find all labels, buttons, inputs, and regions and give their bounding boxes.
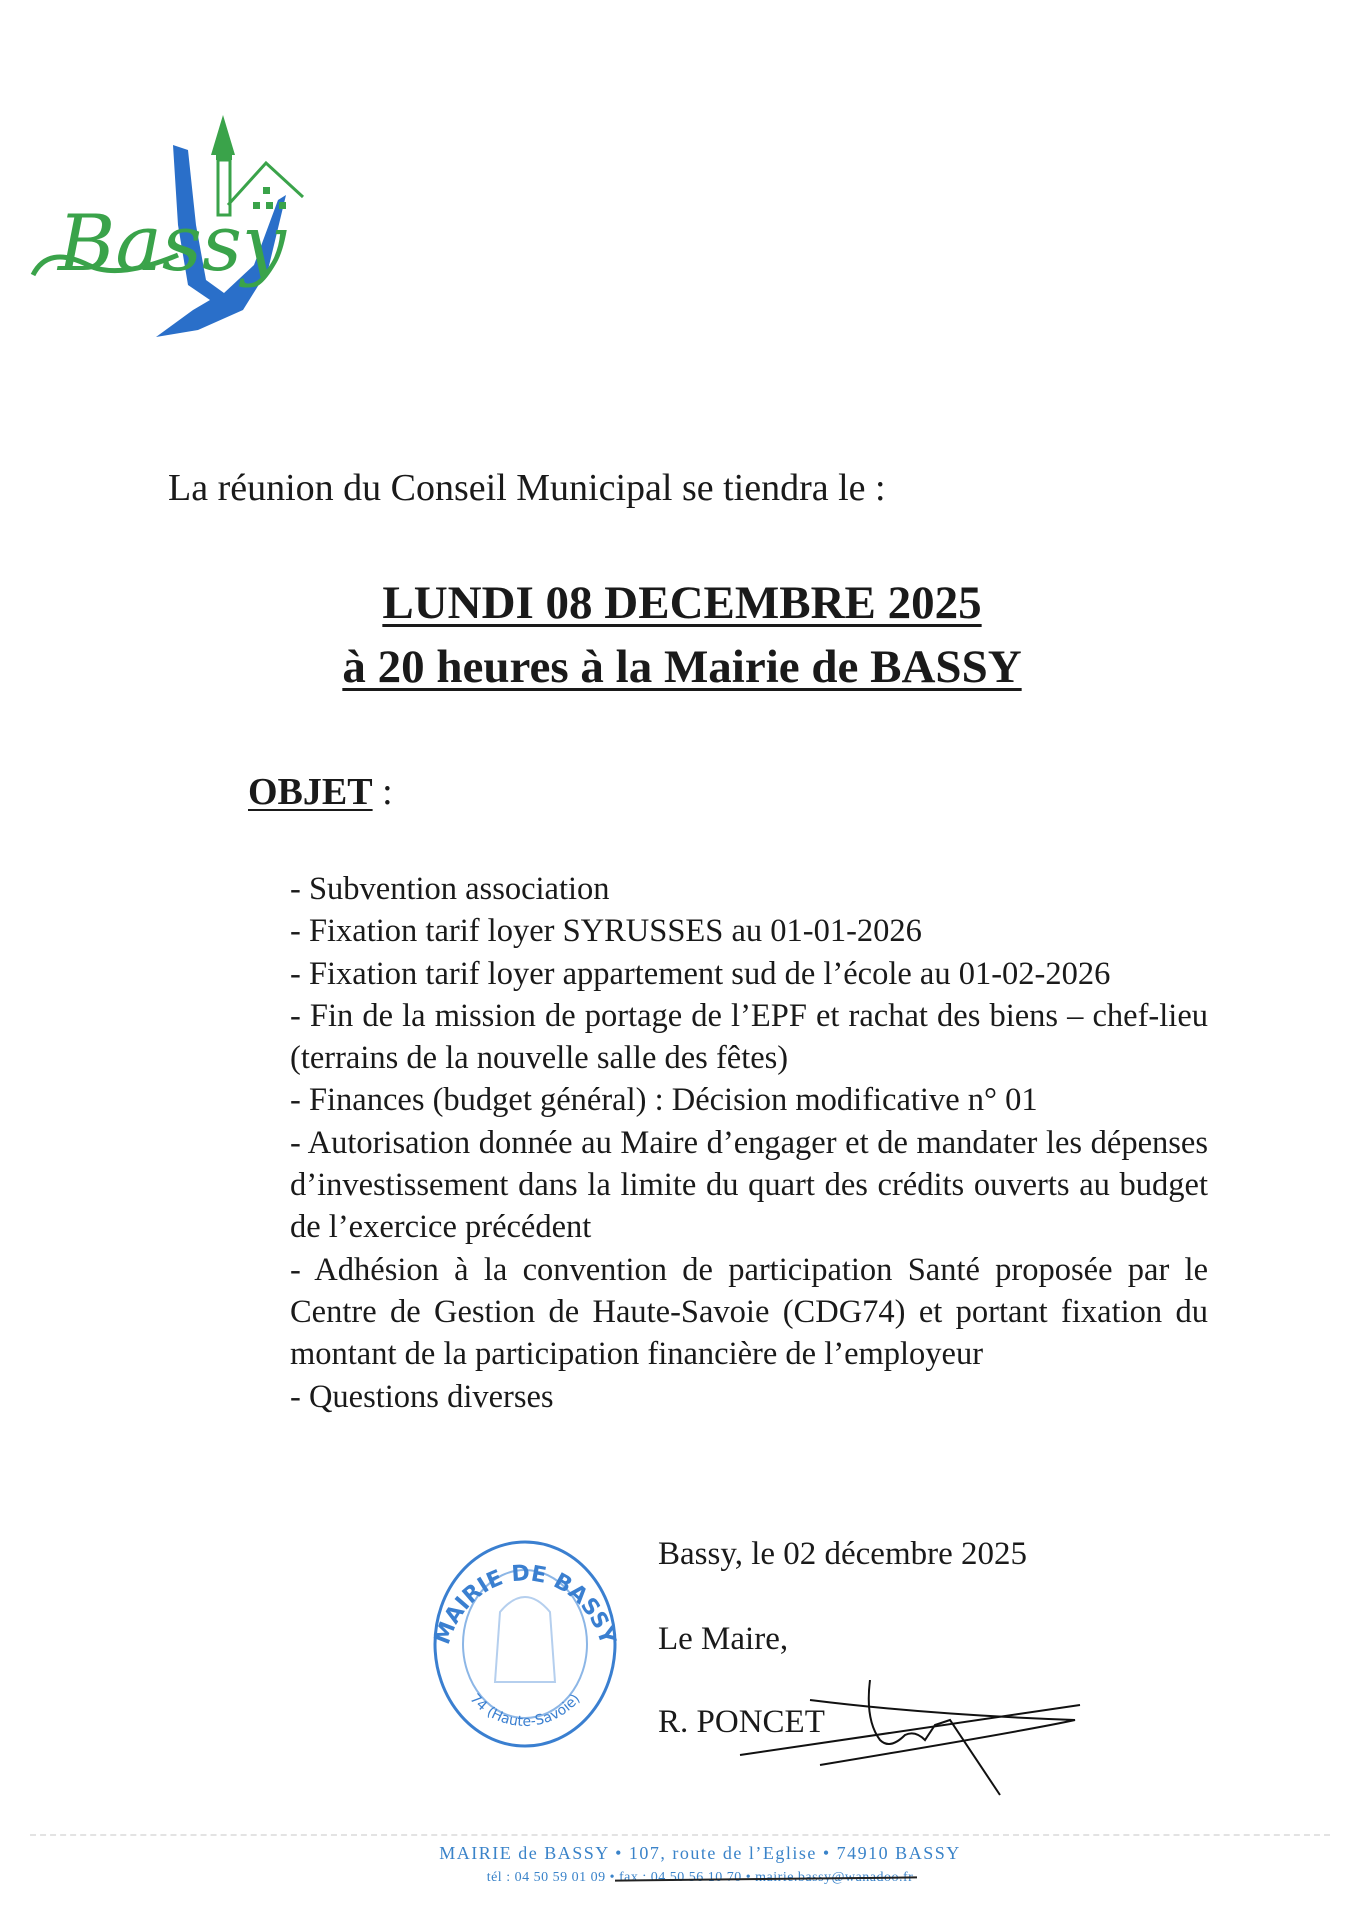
objet-heading	[248, 770, 393, 814]
objet-label: OBJET	[248, 771, 373, 813]
agenda-list	[290, 868, 1208, 1418]
logo-wordmark: Bassy	[58, 199, 286, 289]
svg-text:74 (Haute-Savoie): 74 (Haute-Savoie)	[466, 1690, 584, 1731]
agenda-item: - Adhésion à la convention de participation Santé proposée par le Centre de Gestion de Haute-Savoie (CDG74) et portant fixation du montant de la participation financière de l’employeur	[290, 1251, 1208, 1373]
bassy-logo	[28, 105, 328, 345]
place-date: Bassy, le 02 décembre 2025	[658, 1536, 1028, 1572]
agenda-item: - Fixation tarif loyer SYRUSSES au 01-01-2026	[290, 913, 922, 950]
meeting-place-text: à 20 heures à la Mairie de BASSY	[342, 641, 1022, 693]
agenda-item: - Finances (budget général) : Décision modificative n° 01	[290, 1082, 1038, 1119]
footer-address: MAIRIE de BASSY • 107, route de l’Eglise • 74910 BASSY	[439, 1843, 961, 1863]
signatory-title: Le Maire,	[658, 1621, 789, 1657]
agenda-item: - Questions diverses	[290, 1378, 554, 1415]
handwritten-signature	[730, 1680, 1090, 1800]
svg-text:MAIRIE DE BASSY: MAIRIE DE BASSY	[430, 1561, 620, 1648]
footer-struck-contact: fax : 04 50 56 10 70 • mairie.bassy@wanadoo.fr	[619, 1870, 914, 1885]
mairie-stamp	[425, 1532, 625, 1752]
agenda-item: - Autorisation donnée au Maire d’engager et de mandater les dépenses d’investissement dans la limite du quart des crédits ouverts au budget de l’exercice précédent	[290, 1124, 1208, 1246]
intro-text: La réunion du Conseil Municipal se tiendra le :	[168, 467, 886, 509]
footer-phone: tél : 04 50 59 01 09 •	[486, 1870, 619, 1885]
signatory-name: R. PONCET	[658, 1704, 825, 1740]
objet-colon: :	[372, 771, 393, 813]
meeting-date-text: LUNDI 08 DECEMBRE 2025	[382, 577, 982, 629]
agenda-item: - Fixation tarif loyer appartement sud de l’école au 01-02-2026	[290, 955, 1111, 992]
meeting-place	[0, 640, 1358, 694]
footer-contact	[0, 1870, 1358, 1886]
meeting-date	[0, 576, 1358, 630]
agenda-item: - Fin de la mission de portage de l’EPF et rachat des biens – chef-lieu (terrains de la nouvelle salle des fêtes)	[290, 997, 1208, 1077]
footer-divider	[30, 1834, 1330, 1836]
agenda-item: - Subvention association	[290, 871, 610, 907]
